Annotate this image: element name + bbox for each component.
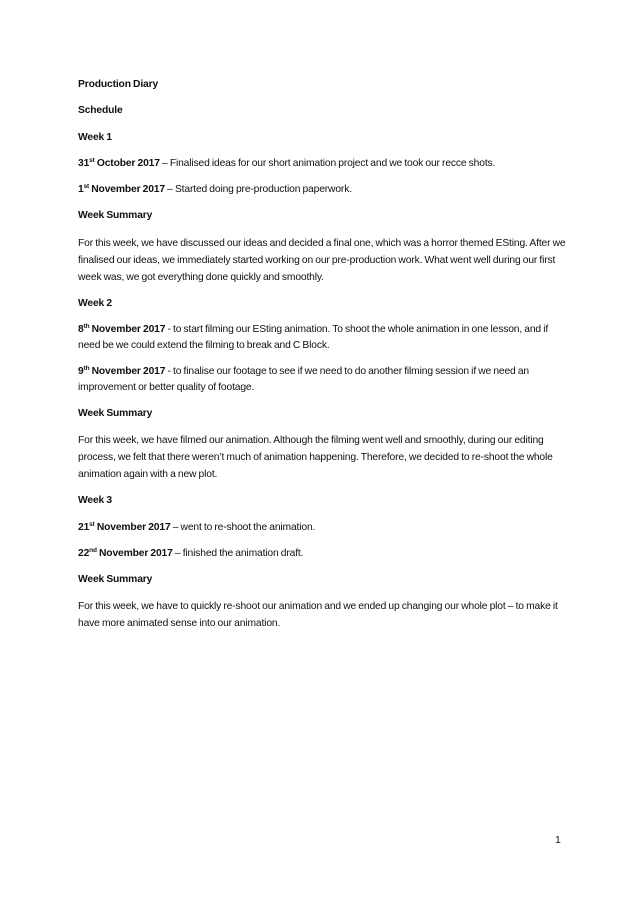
diary-entry: 31st October 2017 – Finalised ideas for our short animation project and we took our recce shots. <box>78 157 496 170</box>
diary-entry: 8th November 2017 - to start filming our ESting animation. To shoot the whole animation in one lesson, and if need be we could extend the filming to break and C Block. <box>78 322 549 351</box>
schedule-heading: Schedule <box>78 105 123 117</box>
entry-date: 8th November 2017 <box>78 322 166 335</box>
week-summary-text: For this week, we have to quickly re-shoot our animation and we ended up changing our whole plot – to make it have more animated sense into our animation. <box>78 601 558 630</box>
week-summary-heading: Week Summary <box>78 407 153 419</box>
entry-text: to start filming our ESting animation. To shoot the whole animation in one lesson, and if need be we could extend the filming to break and C Block. <box>78 323 549 351</box>
entry-date: 31st October 2017 <box>78 157 160 170</box>
entry-text: Started doing pre-production paperwork. <box>174 184 352 196</box>
entry-text: to finalise our footage to see if we need to do another filming session if we need an improvement or better quality of footage. <box>78 365 529 393</box>
week-2-heading: Week 2 <box>78 297 112 309</box>
week-summary-heading: Week Summary <box>78 573 153 585</box>
entry-text: Finalised ideas for our short animation project and we took our recce shots. <box>169 158 496 170</box>
entry-date: 9th November 2017 <box>78 364 166 377</box>
diary-entry: 22nd November 2017 – finished the animation draft. <box>78 546 304 559</box>
week-1-heading: Week 1 <box>78 131 112 143</box>
week-3-heading: Week 3 <box>78 495 112 507</box>
document-title: Production Diary <box>78 79 159 90</box>
entry-date: 1st November 2017 <box>78 183 165 196</box>
diary-entry: 1st November 2017 – Started doing pre-production paperwork. <box>78 183 352 196</box>
entry-date: 21st November 2017 <box>78 520 171 533</box>
week-summary-text: For this week, we have filmed our animation. Although the filming went well and smoothly, during our editing process, we felt that there weren’t much of animation happening. Therefore, we decided to re-shoot the whole animation again with a new plot. <box>78 435 553 481</box>
week-summary-text: For this week, we have discussed our ideas and decided a final one, which was a horror themed ESting. After we finalised our ideas, we immediately started working on our pre-production work. What went well during our first week was, we got everything done quickly and smoothly. <box>78 237 566 283</box>
entry-text: finished the animation draft. <box>182 547 304 559</box>
diary-entry: 21st November 2017 – went to re-shoot the animation. <box>78 520 316 533</box>
page-number: 1 <box>555 834 561 846</box>
week-summary-heading: Week Summary <box>78 210 153 222</box>
diary-entry: 9th November 2017 - to finalise our footage to see if we need to do another filming session if we need an improvement or better quality of footage. <box>78 364 529 393</box>
entry-text: went to re-shoot the animation. <box>180 521 316 533</box>
document-body <box>78 77 568 642</box>
entry-date: 22nd November 2017 <box>78 546 173 559</box>
